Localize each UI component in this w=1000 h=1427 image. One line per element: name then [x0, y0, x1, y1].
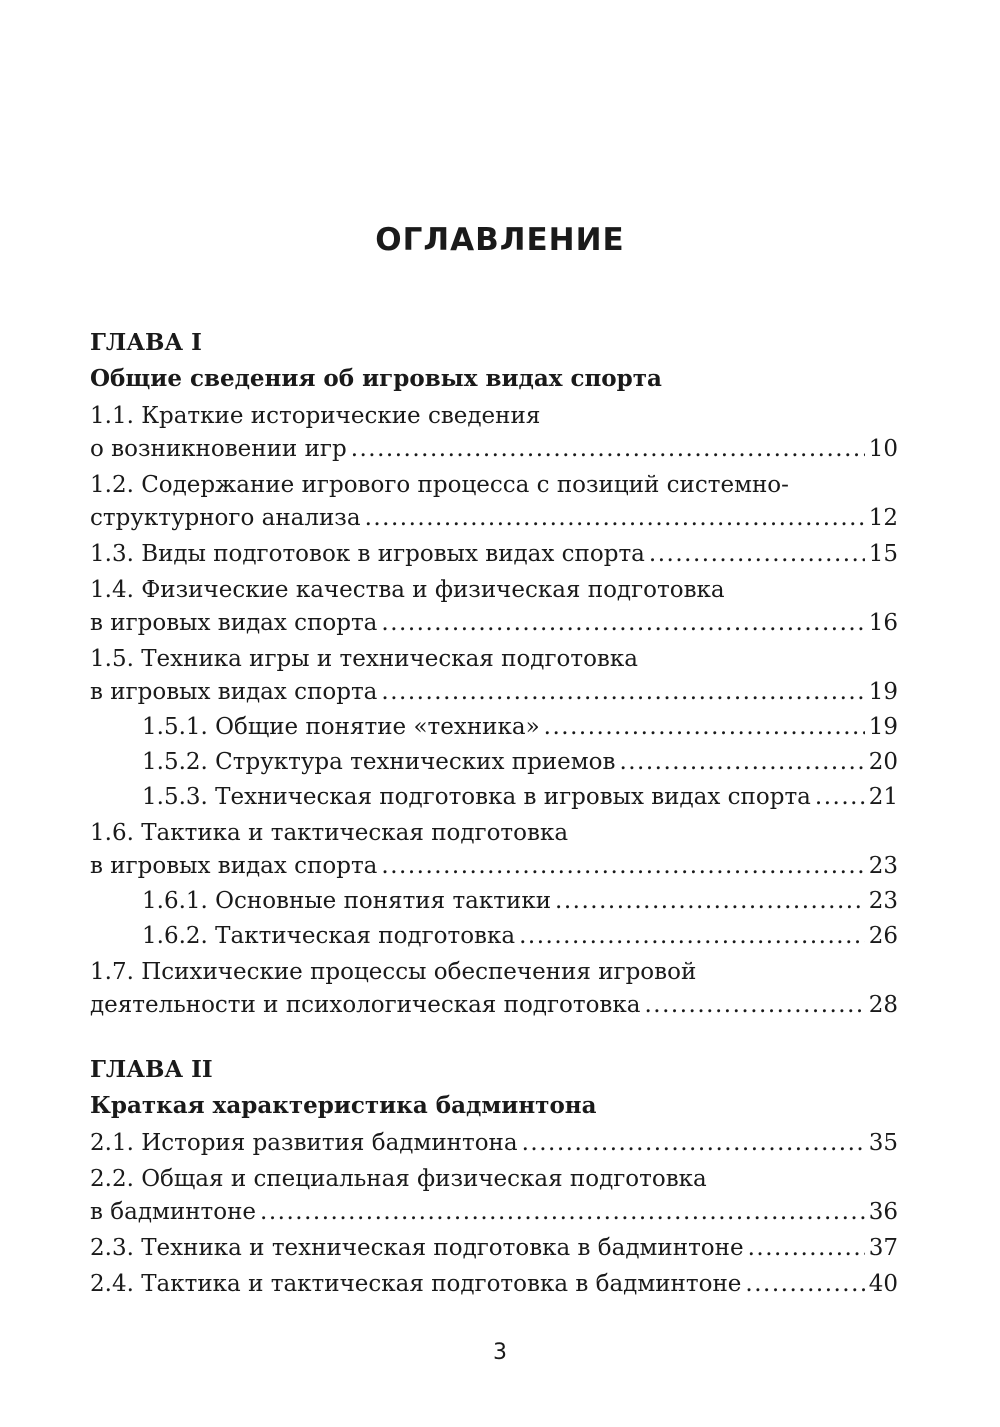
toc-entry-text: в игровых видах спорта	[90, 679, 378, 705]
toc-page-number: 19	[868, 714, 898, 740]
toc-entry-text: в бадминтоне	[90, 1199, 257, 1225]
toc-entry-2-3[interactable]	[90, 1232, 898, 1265]
toc-entry-text: 2.3. Техника и техническая подготовка в бадминтоне	[90, 1235, 744, 1261]
table-of-contents	[90, 325, 898, 1301]
dot-leader	[649, 538, 865, 571]
toc-entry-line: 1.2. Содержание игрового процесса с позиций системно-	[90, 472, 789, 498]
toc-page-number: 15	[868, 541, 898, 567]
dot-leader	[381, 676, 864, 709]
dot-leader	[745, 1268, 864, 1301]
dot-leader	[522, 1127, 865, 1160]
chapter-label: ГЛАВА II	[90, 1056, 213, 1083]
toc-entry-text: 1.6.2. Тактическая подготовка	[142, 923, 516, 949]
toc-page-number: 21	[868, 784, 898, 810]
toc-page-number: 20	[868, 749, 898, 775]
toc-entry-line: 1.5. Техника игры и техническая подготовка	[90, 646, 638, 672]
toc-entry-text: деятельности и психологическая подготовка	[90, 992, 641, 1018]
toc-page-number: 23	[868, 888, 898, 914]
toc-page-number: 10	[868, 436, 898, 462]
toc-entry-text: в игровых видах спорта	[90, 853, 378, 879]
dot-leader	[351, 433, 865, 466]
chapter-label: ГЛАВА I	[90, 329, 202, 356]
toc-entry-line: 1.1. Краткие исторические сведения	[90, 403, 541, 429]
dot-leader	[544, 711, 865, 744]
toc-entry-1-1[interactable]	[90, 400, 898, 466]
dot-leader	[619, 746, 864, 779]
dot-leader	[519, 920, 865, 953]
toc-page-number: 19	[868, 679, 898, 705]
toc-entry-line: 1.4. Физические качества и физическая подготовка	[90, 577, 725, 603]
toc-entry-1-6[interactable]	[90, 817, 898, 883]
dot-leader	[365, 502, 865, 535]
toc-entry-text: 2.4. Тактика и тактическая подготовка в бадминтоне	[90, 1271, 742, 1297]
toc-page-number: 36	[868, 1199, 898, 1225]
toc-entry-text: о возникновении игр	[90, 436, 347, 462]
toc-entry-text: 1.5.2. Структура технических приемов	[142, 749, 616, 775]
toc-entry-2-2[interactable]	[90, 1163, 898, 1229]
toc-entry-text: 2.1. История развития бадминтона	[90, 1130, 518, 1156]
toc-page-number: 40	[868, 1271, 898, 1297]
toc-entry-1-6-1[interactable]	[90, 885, 898, 918]
toc-entry-text: 1.3. Виды подготовок в игровых видах спорта	[90, 541, 645, 567]
dot-leader	[381, 607, 864, 640]
toc-entry-1-3[interactable]	[90, 538, 898, 571]
dot-leader	[815, 781, 865, 814]
toc-entry-1-2[interactable]	[90, 469, 898, 535]
dot-leader	[381, 850, 864, 883]
page-title: ОГЛАВЛЕНИЕ	[375, 222, 625, 258]
toc-page-number: 12	[868, 505, 898, 531]
toc-entry-1-5[interactable]	[90, 643, 898, 709]
toc-entry-1-6-2[interactable]	[90, 920, 898, 953]
toc-entry-line: 1.6. Тактика и тактическая подготовка	[90, 820, 569, 846]
toc-page-number: 28	[868, 992, 898, 1018]
toc-page-number: 26	[868, 923, 898, 949]
toc-entry-text: 1.5.1. Общие понятие «техника»	[142, 714, 540, 740]
toc-entry-1-4[interactable]	[90, 574, 898, 640]
toc-page-number: 23	[868, 853, 898, 879]
dot-leader	[260, 1196, 865, 1229]
chapter-name: Общие сведения об игровых видах спорта	[90, 365, 662, 392]
dot-leader	[644, 989, 864, 1022]
toc-entry-line: 1.7. Психические процессы обеспечения игровой	[90, 959, 697, 985]
toc-entry-text: 1.5.3. Техническая подготовка в игровых видах спорта	[142, 784, 811, 810]
toc-page-number: 35	[868, 1130, 898, 1156]
toc-entry-text: в игровых видах спорта	[90, 610, 378, 636]
toc-entry-2-4[interactable]	[90, 1268, 898, 1301]
dot-leader	[555, 885, 865, 918]
toc-entry-1-5-1[interactable]	[90, 711, 898, 744]
toc-entry-text: структурного анализа	[90, 505, 361, 531]
toc-entry-1-7[interactable]	[90, 956, 898, 1022]
toc-entry-1-5-3[interactable]	[90, 781, 898, 814]
toc-entry-text: 1.6.1. Основные понятия тактики	[142, 888, 552, 914]
chapter-name: Краткая характеристика бадминтона	[90, 1092, 597, 1119]
chapter-1	[90, 325, 898, 1022]
dot-leader	[748, 1232, 865, 1265]
page-number: 3	[493, 1340, 507, 1365]
toc-page-number: 37	[868, 1235, 898, 1261]
toc-entry-2-1[interactable]	[90, 1127, 898, 1160]
toc-page-number: 16	[868, 610, 898, 636]
toc-entry-1-5-2[interactable]	[90, 746, 898, 779]
chapter-2	[90, 1052, 898, 1301]
toc-entry-line: 2.2. Общая и специальная физическая подготовка	[90, 1166, 707, 1192]
